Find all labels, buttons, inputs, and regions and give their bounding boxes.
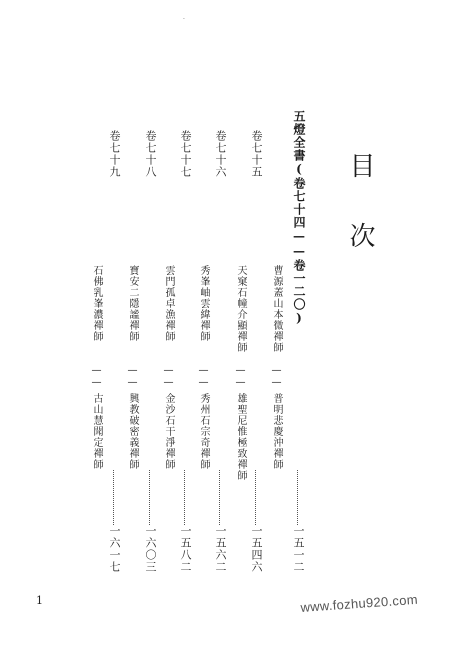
toc-heading: 目次 <box>345 152 375 292</box>
toc-volume-label: 卷七十五 <box>250 130 263 178</box>
toc-entry-79 <box>88 110 106 580</box>
toc-entry-dash: —— <box>198 365 209 389</box>
toc-entry-dash: —— <box>235 365 246 389</box>
toc-entry-75 <box>232 110 250 580</box>
toc-volume-74 <box>290 158 308 628</box>
toc-page-number: 一五四六 <box>250 525 263 573</box>
toc-page-number: 一五八二 <box>179 525 192 573</box>
leader-dots <box>184 470 185 525</box>
leader-dots <box>219 470 220 525</box>
toc-entry-end: 興教破密義禪師 <box>127 393 138 470</box>
toc-entry-76 <box>195 110 213 580</box>
toc-entry-end: 古山慧聞定禪師 <box>91 393 102 470</box>
toc-volume-label: 卷七十七 <box>179 130 192 178</box>
toc-entry-end: 金沙石干淨禪師 <box>163 393 174 470</box>
toc-entry-dash: —— <box>127 365 138 389</box>
toc-page-number: 一六一七 <box>108 525 121 573</box>
leader-dots <box>255 470 256 525</box>
toc-entry-start: 石佛乳峯濃禪師 <box>91 265 102 342</box>
toc-entry-start: 曹源蓋山本微禪師 <box>271 265 282 353</box>
toc-entry-start: 寶安二隱謐禪師 <box>127 265 138 342</box>
toc-entry-77 <box>160 110 178 580</box>
top-mark: · <box>183 16 185 23</box>
toc-page-number: 一五六二 <box>214 525 227 573</box>
toc-volume-77 <box>177 110 195 580</box>
toc-entry-start: 秀峯岫雲緯禪師 <box>198 265 209 342</box>
toc-entry-dash: —— <box>163 365 174 389</box>
toc-page-number: 一六〇三 <box>144 525 157 573</box>
leader-dots <box>149 470 150 525</box>
toc-entry-start: 天窠石幢介顯禪師 <box>235 265 246 353</box>
watermark: www.fozhu920.com <box>300 591 419 615</box>
toc-entry-78 <box>124 110 142 580</box>
toc-entry-dash: —— <box>91 365 102 389</box>
toc-entry-end: 秀州石宗奇禪師 <box>198 393 209 470</box>
toc-volume-79 <box>106 110 124 580</box>
toc-volume-75 <box>248 110 266 580</box>
toc-volume-78 <box>142 110 160 580</box>
toc-entry-dash: —— <box>271 365 282 389</box>
leader-dots <box>113 470 114 525</box>
toc-entry-start: 雲門孤卓漁禪師 <box>163 265 174 342</box>
toc-entry-74 <box>268 110 286 580</box>
page-number: 1 <box>36 594 43 607</box>
toc-volume-label: 卷七十六 <box>214 130 227 178</box>
toc-volume-label: 卷七十八 <box>144 130 157 178</box>
toc-volume-76 <box>212 110 230 580</box>
toc-entry-end: 雄聖尼惟極致禪師 <box>235 393 246 481</box>
leader-dots <box>297 470 298 525</box>
toc-volume-label: 卷七十九 <box>108 130 121 178</box>
series-title: 五燈全書(卷七十四——卷一二〇) <box>292 110 306 326</box>
toc-page-number: 一五一二 <box>292 525 305 573</box>
toc-entry-end: 普明悲慶沖禪師 <box>271 393 282 470</box>
